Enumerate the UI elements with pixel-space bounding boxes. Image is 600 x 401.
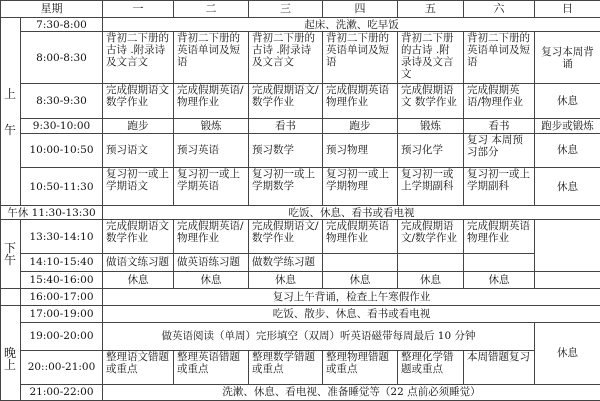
activity-cell <box>464 254 535 271</box>
header-period: 星期 <box>1 1 103 18</box>
morning-label <box>1 18 21 206</box>
header-day-3: 三 <box>249 1 323 18</box>
header-day-7: 日 <box>535 1 600 18</box>
table-row <box>1 305 600 322</box>
activity-cell: 休息 <box>249 271 323 288</box>
afternoon-label <box>1 220 21 288</box>
time-cell: 21:00-22:00 <box>21 384 103 400</box>
activity-cell: 背初二下册的古诗 .附录诗及文言文 <box>103 32 174 84</box>
activity-cell: 休息 <box>464 271 535 288</box>
activity-cell: 跑步 <box>323 118 398 133</box>
activity-cell <box>535 271 600 288</box>
time-cell: 10:00-10:50 <box>21 133 103 167</box>
table-row <box>1 288 600 305</box>
activity-cell: 整理英语错题或重点 <box>174 350 249 384</box>
afternoon-label-1: 下 <box>4 240 17 255</box>
afternoon-label-blank <box>1 288 21 305</box>
activity-cell: 预习物理 <box>323 133 398 167</box>
activity-span: 吃饭、休息、看书或看电视 <box>103 206 600 220</box>
table-row <box>1 384 600 400</box>
time-cell: 20::00-21:00 <box>21 350 103 384</box>
activity-cell: 休息 <box>323 271 398 288</box>
header-day-4: 四 <box>323 1 398 18</box>
table-row <box>1 84 600 118</box>
header-day-6: 六 <box>464 1 535 18</box>
activity-cell: 完成假期英语/物理作业 <box>174 220 249 254</box>
header-day-5: 五 <box>398 1 464 18</box>
activity-cell: 背初二下册的英语单词及短语 <box>323 32 398 84</box>
activity-cell: 完成假期语文/数学作业 <box>249 220 323 254</box>
activity-cell: 整理化学错题或重点 <box>398 350 464 384</box>
time-cell: 8:30-9:30 <box>21 84 103 118</box>
activity-cell: 休息 <box>103 271 174 288</box>
table-row <box>1 32 600 84</box>
activity-cell: 休息 <box>535 84 600 118</box>
activity-cell: 完成假期语文/数学作业 <box>249 84 323 118</box>
activity-cell: 预习英语 <box>174 133 249 167</box>
activity-cell: 预习化学 <box>398 133 464 167</box>
header-day-1: 一 <box>103 1 174 18</box>
activity-cell: 整理物理错题或重点 <box>323 350 398 384</box>
table-row <box>1 271 600 288</box>
activity-cell: 预习语文 <box>103 133 174 167</box>
activity-cell: 休息 <box>535 167 600 206</box>
table-row <box>1 18 600 32</box>
header-day-2: 二 <box>174 1 249 18</box>
table-row <box>1 167 600 206</box>
time-cell: 19:00-20:00 <box>21 322 103 350</box>
activity-cell: 复习本周背诵 <box>535 32 600 84</box>
activity-cell: 预习数学 <box>249 133 323 167</box>
sunday-evening-cell: 休息 <box>535 322 600 384</box>
activity-cell: 完成假期英语/物理作业 <box>464 84 535 118</box>
activity-cell: 完成假期英语 物理作业 <box>323 84 398 118</box>
activity-cell: 整理数学错题或重点 <box>249 350 323 384</box>
table-row <box>1 350 600 384</box>
time-cell: 14:10-15:40 <box>21 254 103 271</box>
activity-cell: 复习 本周预习部分 <box>464 133 535 167</box>
time-cell: 17:00-19:00 <box>21 305 103 322</box>
activity-cell: 做数学练习题 <box>249 254 323 271</box>
activity-cell: 背初二下册的古诗 .附录诗及文言文 <box>398 32 464 84</box>
activity-cell <box>398 254 464 271</box>
time-cell: 13:30-14:10 <box>21 220 103 254</box>
time-cell: 8:00-8:30 <box>21 32 103 84</box>
activity-cell: 休息 <box>535 133 600 167</box>
activity-span: 洗漱、休息、看电视、准备睡觉等（22 点前必须睡觉） <box>103 384 600 400</box>
activity-cell: 复习初一或上学期副科 <box>464 167 535 206</box>
table-row <box>1 133 600 167</box>
activity-cell: 跑步 <box>103 118 174 133</box>
activity-cell: 做语文练习题 <box>103 254 174 271</box>
evening-label-1: 晚 <box>4 345 17 360</box>
activity-cell <box>323 254 398 271</box>
activity-cell: 跑步或锻炼 <box>535 118 600 133</box>
activity-cell: 复习初一或上学期英语 <box>174 167 249 206</box>
activity-cell: 看书 <box>464 118 535 133</box>
table-row <box>1 322 600 350</box>
activity-cell: 休息 <box>174 271 249 288</box>
morning-label-1: 上 <box>4 86 17 101</box>
morning-label-2: 午 <box>4 122 17 137</box>
activity-span: 起床、洗漱、吃早饭 <box>103 18 600 32</box>
table-row <box>1 220 600 254</box>
activity-cell: 看书 <box>249 118 323 133</box>
noon-label: 午休 11:30-13:30 <box>1 206 103 220</box>
header-row <box>1 1 600 18</box>
time-cell: 10:50-11:30 <box>21 167 103 206</box>
activity-cell: 做英语练习题 <box>174 254 249 271</box>
activity-cell: 完成假期语文/数学作业 <box>398 220 464 254</box>
activity-cell: 复习初一或上学期数学 <box>249 167 323 206</box>
activity-cell: 背初二下册的古诗 .附录诗及文言文 <box>249 32 323 84</box>
activity-cell: 复习初一或上学期物理 <box>323 167 398 206</box>
activity-cell: 本周错题复习 <box>464 350 535 384</box>
time-cell: 9:30-10:00 <box>21 118 103 133</box>
activity-cell: 锻炼 <box>398 118 464 133</box>
table-row <box>1 206 600 220</box>
evening-label <box>1 305 21 400</box>
time-cell: 16:00-17:00 <box>21 288 103 305</box>
activity-cell: 完成假期语文 数学作业 <box>103 220 174 254</box>
evening-label-2: 上 <box>4 357 17 372</box>
activity-span: 复习上午背诵，检查上午寒假作业 <box>103 288 600 305</box>
afternoon-label-2: 午 <box>4 252 17 267</box>
activity-cell: 完成假期英语/物理作业 <box>174 84 249 118</box>
activity-cell: 休息 <box>398 271 464 288</box>
sunday-afternoon-cell <box>535 220 600 271</box>
activity-span: 做英语阅读（单周）完形填空（双周）听英语磁带每周最后 10 分钟 <box>103 322 535 350</box>
activity-cell: 背初二下册的英语单词及短语 <box>464 32 535 84</box>
activity-cell: 完成假期语文 数学作业 <box>398 84 464 118</box>
time-cell: 7:30-8:00 <box>21 18 103 32</box>
activity-cell: 复习初一或上学期语文 <box>103 167 174 206</box>
activity-cell: 锻炼 <box>174 118 249 133</box>
activity-span: 吃饭、散步、休息、看书或看电视 <box>103 305 600 322</box>
table-row <box>1 254 600 271</box>
activity-cell: 完成假期英语 物理作业 <box>323 220 398 254</box>
time-cell: 15:40-16:00 <box>21 271 103 288</box>
activity-cell: 复习初一或上学期副科 <box>398 167 464 206</box>
activity-cell: 完成假期语文 数学作业 <box>103 84 174 118</box>
activity-cell: 完成假期英语 物理作业 <box>464 220 535 254</box>
table-row <box>1 118 600 133</box>
activity-cell: 背初二下册的英语单词及短语 <box>174 32 249 84</box>
activity-cell: 整理语文错题或重点 <box>103 350 174 384</box>
